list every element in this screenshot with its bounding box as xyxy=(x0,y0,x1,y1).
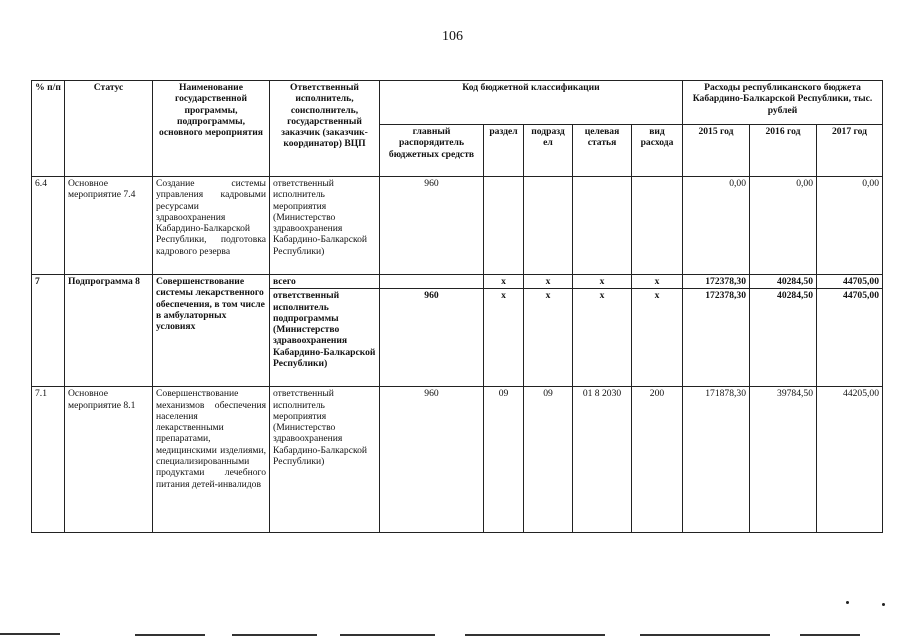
scan-mark xyxy=(882,603,885,606)
header-target: целевая статья xyxy=(573,125,632,177)
cell-2015: 172378,30 xyxy=(683,275,750,289)
scan-line xyxy=(800,634,860,636)
cell-razdel: х xyxy=(484,289,524,387)
header-executor: Ответственный исполнитель, соисполнитель, государственный заказчик (заказчик-координатор) ВЦП xyxy=(270,81,380,177)
cell-vid: 200 xyxy=(632,387,683,533)
cell-2017: 44705,00 xyxy=(817,289,883,387)
header-2017: 2017 год xyxy=(817,125,883,177)
cell-status: Основное мероприятие 7.4 xyxy=(65,177,153,275)
header-row-1 xyxy=(32,81,883,125)
header-num: % п/п xyxy=(32,81,65,177)
cell-vid xyxy=(632,177,683,275)
cell-2015: 0,00 xyxy=(683,177,750,275)
scan-line xyxy=(0,633,60,635)
cell-2017: 44205,00 xyxy=(817,387,883,533)
page-number: 106 xyxy=(442,29,463,44)
cell-name: Совершенствование системы лекарственного обеспечения, в том числе в амбулаторных условиях xyxy=(153,275,270,387)
cell-razdel xyxy=(484,177,524,275)
cell-target: х xyxy=(573,289,632,387)
header-name: Наименование государственной программы, подпрограммы, основного мероприятия xyxy=(153,81,270,177)
cell-2016: 40284,50 xyxy=(750,275,817,289)
header-kbk: Код бюджетной классификации xyxy=(380,81,683,125)
scan-mark xyxy=(846,601,849,604)
cell-num: 6.4 xyxy=(32,177,65,275)
cell-grbs: 960 xyxy=(380,177,484,275)
cell-target xyxy=(573,177,632,275)
table-row xyxy=(32,275,883,289)
cell-grbs: 960 xyxy=(380,387,484,533)
scan-line xyxy=(232,634,317,636)
cell-executor: ответственный исполнитель мероприятия (Министерство здравоохранения Кабардино-Балкарской Республики) xyxy=(270,177,380,275)
cell-vid: х xyxy=(632,275,683,289)
scan-line xyxy=(465,634,605,636)
scan-line xyxy=(640,634,770,636)
header-expenses: Расходы республиканского бюджета Кабардино-Балкарской Республики, тыс. рублей xyxy=(683,81,883,125)
header-podrazdel: подразд ел xyxy=(524,125,573,177)
cell-2016: 40284,50 xyxy=(750,289,817,387)
scan-line xyxy=(340,634,435,636)
cell-name: Создание системы управления кадровыми ресурсами здравоохранения Кабардино-Балкарской Республики, подготовка кадрового резерва xyxy=(153,177,270,275)
header-status: Статус xyxy=(65,81,153,177)
header-grbs: главный распорядитель бюджетных средств xyxy=(380,125,484,177)
cell-podrazdel: х xyxy=(524,275,573,289)
cell-grbs: 960 xyxy=(380,289,484,387)
cell-2016: 39784,50 xyxy=(750,387,817,533)
cell-2015: 171878,30 xyxy=(683,387,750,533)
cell-razdel: х xyxy=(484,275,524,289)
cell-podrazdel: х xyxy=(524,289,573,387)
cell-grbs xyxy=(380,275,484,289)
cell-executor: всего xyxy=(270,275,380,289)
header-razdel: раздел xyxy=(484,125,524,177)
cell-podrazdel xyxy=(524,177,573,275)
table-row xyxy=(32,387,883,533)
cell-2015: 172378,30 xyxy=(683,289,750,387)
cell-2017: 44705,00 xyxy=(817,275,883,289)
cell-num: 7 xyxy=(32,275,65,387)
cell-2016: 0,00 xyxy=(750,177,817,275)
header-2016: 2016 год xyxy=(750,125,817,177)
cell-executor: ответственный исполнитель мероприятия (Министерство здравоохранения Кабардино-Балкарской Республики) xyxy=(270,387,380,533)
cell-2017: 0,00 xyxy=(817,177,883,275)
cell-status: Подпрограмма 8 xyxy=(65,275,153,387)
cell-target: х xyxy=(573,275,632,289)
cell-num: 7.1 xyxy=(32,387,65,533)
budget-table xyxy=(31,80,883,533)
header-vid: вид расхода xyxy=(632,125,683,177)
header-2015: 2015 год xyxy=(683,125,750,177)
cell-name: Совершенствование механизмов обеспечения населения лекарственными препаратами, медицинскими изделиями, специализированными продуктами лечебного питания детей-инвалидов xyxy=(153,387,270,533)
cell-executor: ответственный исполнитель подпрограммы (Министерство здравоохранения Кабардино-Балкарской Республики) xyxy=(270,289,380,387)
cell-razdel: 09 xyxy=(484,387,524,533)
cell-target: 01 8 2030 xyxy=(573,387,632,533)
table-row xyxy=(32,177,883,275)
cell-podrazdel: 09 xyxy=(524,387,573,533)
scan-line xyxy=(135,634,205,636)
cell-status: Основное мероприятие 8.1 xyxy=(65,387,153,533)
cell-vid: х xyxy=(632,289,683,387)
